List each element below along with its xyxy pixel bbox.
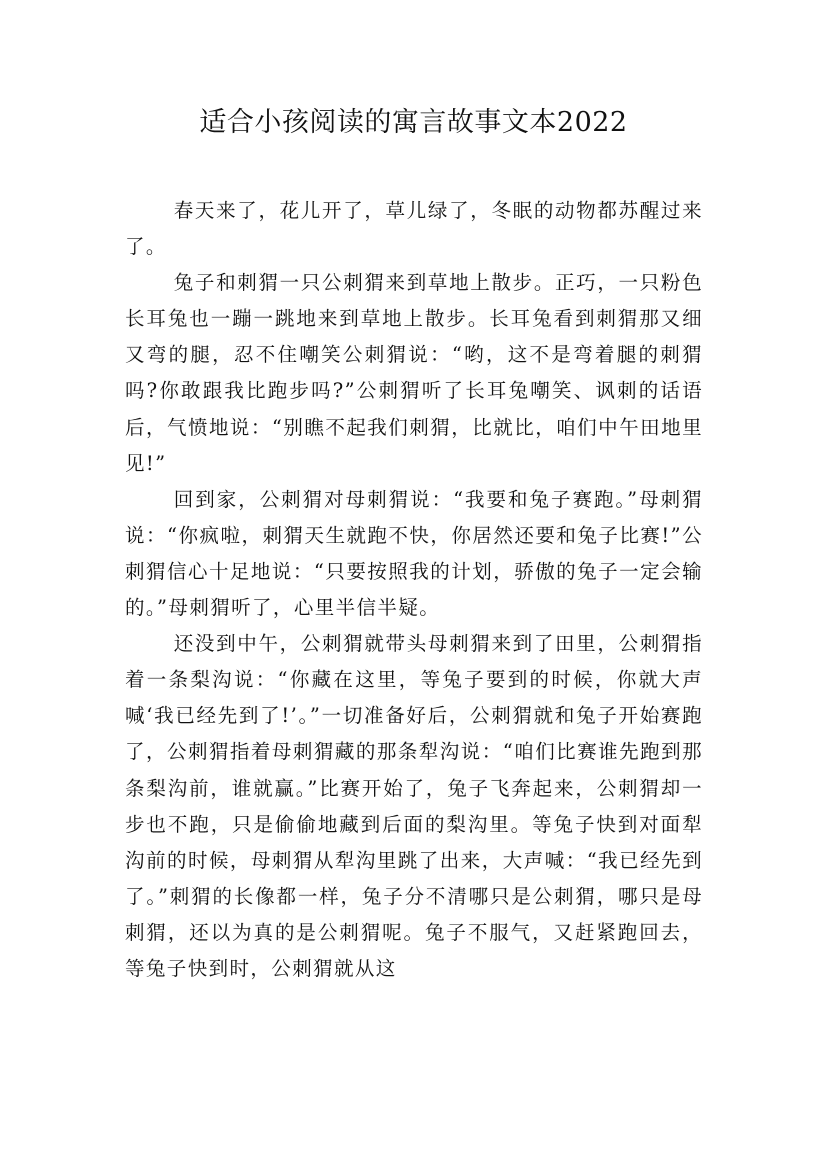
- paragraph: 春天来了，花儿开了，草儿绿了，冬眠的动物都苏醒过来了。: [125, 199, 703, 259]
- paragraph: 兔子和刺猬一只公刺猬来到草地上散步。正巧，一只粉色长耳兔也一蹦一跳地来到草地上散步。长耳兔看到刺猬那又细又弯的腿，忍不住嘲笑公刺猬说：“哟，这不是弯着腿的刺猬吗?你敢跟我比跑步吗?”公刺猬听了长耳兔嘲笑、讽刺的话语后，气愤地说：“别瞧不起我们刺猬，比就比，咱们中午田地里见!”: [125, 271, 703, 475]
- document-body: [125, 193, 703, 987]
- paragraph: 还没到中午，公刺猬就带头母刺猬来到了田里，公刺猬指着一条梨沟说：“你藏在这里，等兔子要到的时候，你就大声喊‘我已经先到了!’。”一切准备好后，公刺猬就和兔子开始赛跑了，公刺猬指着母刺猬藏的那条犁沟说：“咱们比赛谁先跑到那条梨沟前，谁就赢。”比赛开始了，兔子飞奔起来，公刺猬却一步也不跑，只是偷偷地藏到后面的梨沟里。等兔子快到对面犁沟前的时候，母刺猬从犁沟里跳了出来，大声喊：“我已经先到了。”刺猬的长像都一样，兔子分不清哪只是公刺猬，哪只是母刺猬，还以为真的是公刺猬呢。兔子不服气，又赶紧跑回去，等兔子快到时，公刺猬就从这: [125, 632, 703, 980]
- document-title: 适合小孩阅读的寓言故事文本2022: [199, 107, 628, 138]
- paragraph: 回到家，公刺猬对母刺猬说：“我要和兔子赛跑。”母刺猬说：“你疯啦，刺猬天生就跑不快，你居然还要和兔子比赛!”公刺猬信心十足地说：“只要按照我的计划，骄傲的兔子一定会输的。”母刺猬听了，心里半信半疑。: [125, 487, 703, 620]
